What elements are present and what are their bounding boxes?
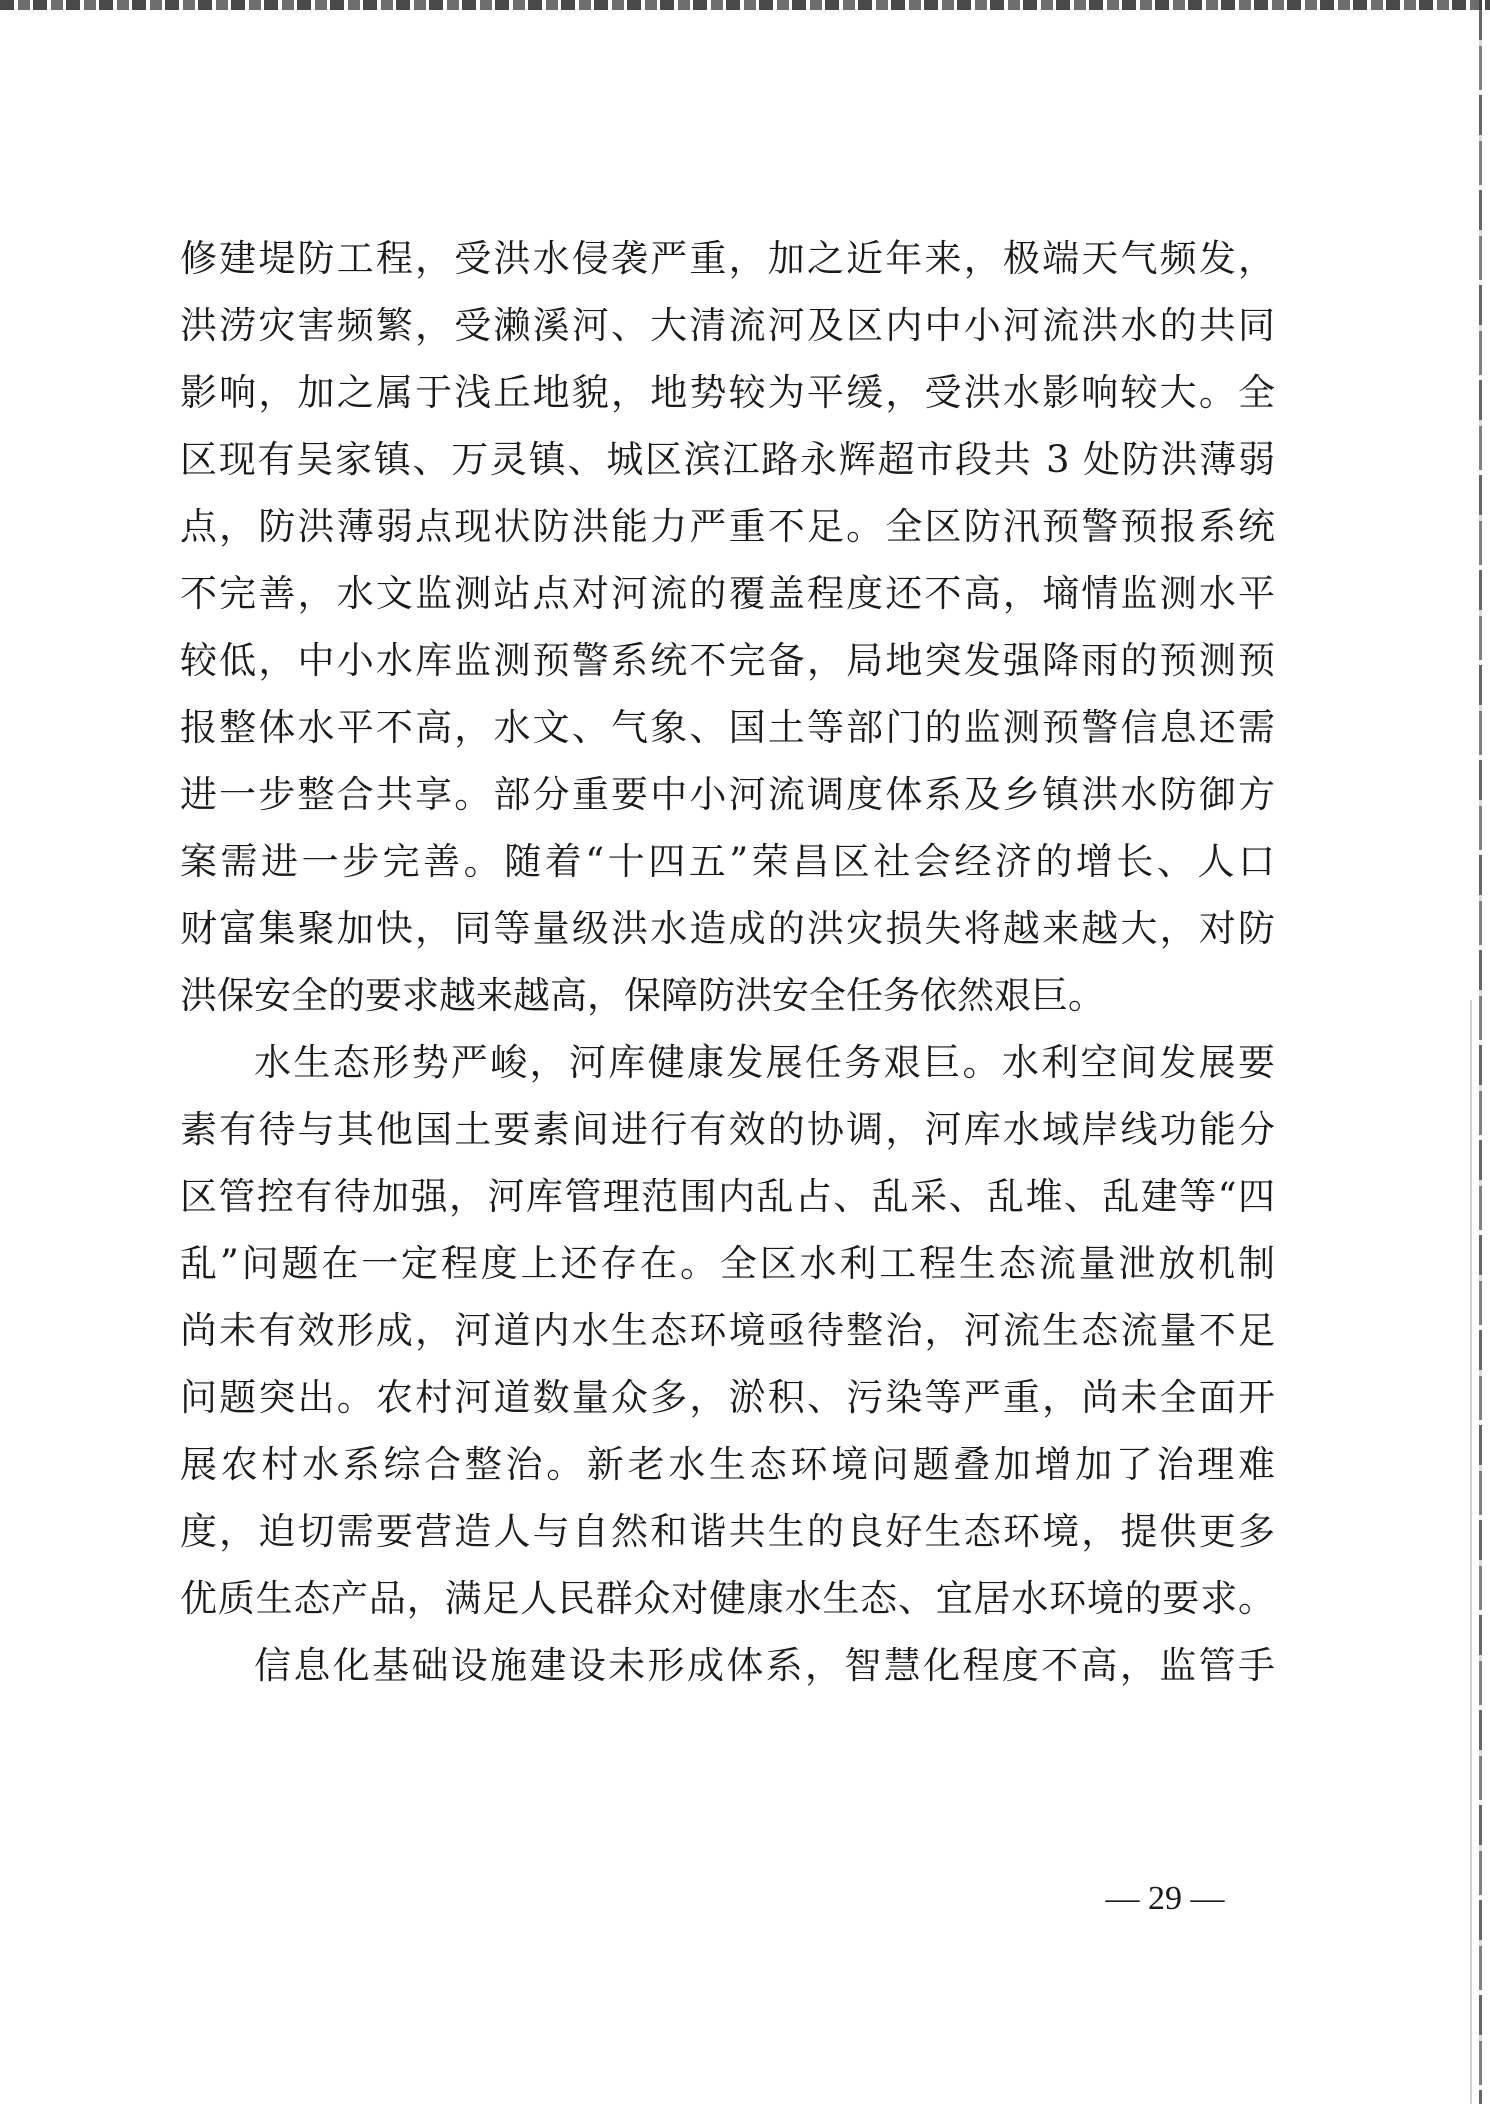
scan-edge-right [1479,0,1482,2104]
text-line: 区现有吴家镇、万灵镇、城区滨江路永辉超市段共 3 处防洪薄弱 [180,438,1275,481]
text-line: 素有待与其他国土要素间进行有效的协调，河库水域岸线功能分 [180,1108,1275,1151]
text-line: 报整体水平不高，水文、气象、国土等部门的监测预警信息还需 [180,706,1275,749]
text-line: 乱”问题在一定程度上还存在。全区水利工程生态流量泄放机制 [180,1242,1275,1285]
text-line: 区管控有待加强，河库管理范围内乱占、乱采、乱堆、乱建等“四 [180,1175,1275,1218]
text-line: 度，迫切需要营造人与自然和谐共生的良好生态环境，提供更多 [180,1510,1275,1553]
text-line: 洪涝灾害频繁，受濑溪河、大清流河及区内中小河流洪水的共同 [180,304,1275,347]
scan-edge-top [0,0,1490,10]
text-line: 尚未有效形成，河道内水生态环境亟待整治，河流生态流量不足 [180,1309,1275,1352]
text-line: 点，防洪薄弱点现状防洪能力严重不足。全区防汛预警预报系统 [180,505,1275,548]
text-line: 进一步整合共享。部分重要中小河流调度体系及乡镇洪水防御方 [180,773,1275,816]
text-line: 修建堤防工程，受洪水侵袭严重，加之近年来，极端天气频发， [180,237,1275,280]
text-line: 不完善，水文监测站点对河流的覆盖程度还不高，墒情监测水平 [180,572,1275,615]
text-line: 信息化基础设施建设未形成体系，智慧化程度不高，监管手 [254,1644,1275,1687]
text-line: 较低，中小水库监测预警系统不完备，局地突发强降雨的预测预 [180,639,1275,682]
text-line: 展农村水系综合整治。新老水生态环境问题叠加增加了治理难 [180,1443,1275,1486]
body-text [180,225,1275,1699]
text-line: 影响，加之属于浅丘地貌，地势较为平缓，受洪水影响较大。全 [180,371,1275,414]
page-number: — 29 — [1105,1880,1225,1917]
text-line: 问题突出。农村河道数量众多，淤积、污染等严重，尚未全面开 [180,1376,1275,1419]
text-line: 洪保安全的要求越来越高，保障防洪安全任务依然艰巨。 [180,974,1105,1017]
scan-edge-right-faint [1470,1000,1472,2104]
text-line: 案需进一步完善。随着“十四五”荣昌区社会经济的增长、人口 [180,840,1275,883]
text-line: 财富集聚加快，同等量级洪水造成的洪灾损失将越来越大，对防 [180,907,1275,950]
text-line: 优质生态产品，满足人民群众对健康水生态、宜居水环境的要求。 [180,1577,1275,1620]
text-line: 水生态形势严峻，河库健康发展任务艰巨。水利空间发展要 [254,1041,1275,1084]
